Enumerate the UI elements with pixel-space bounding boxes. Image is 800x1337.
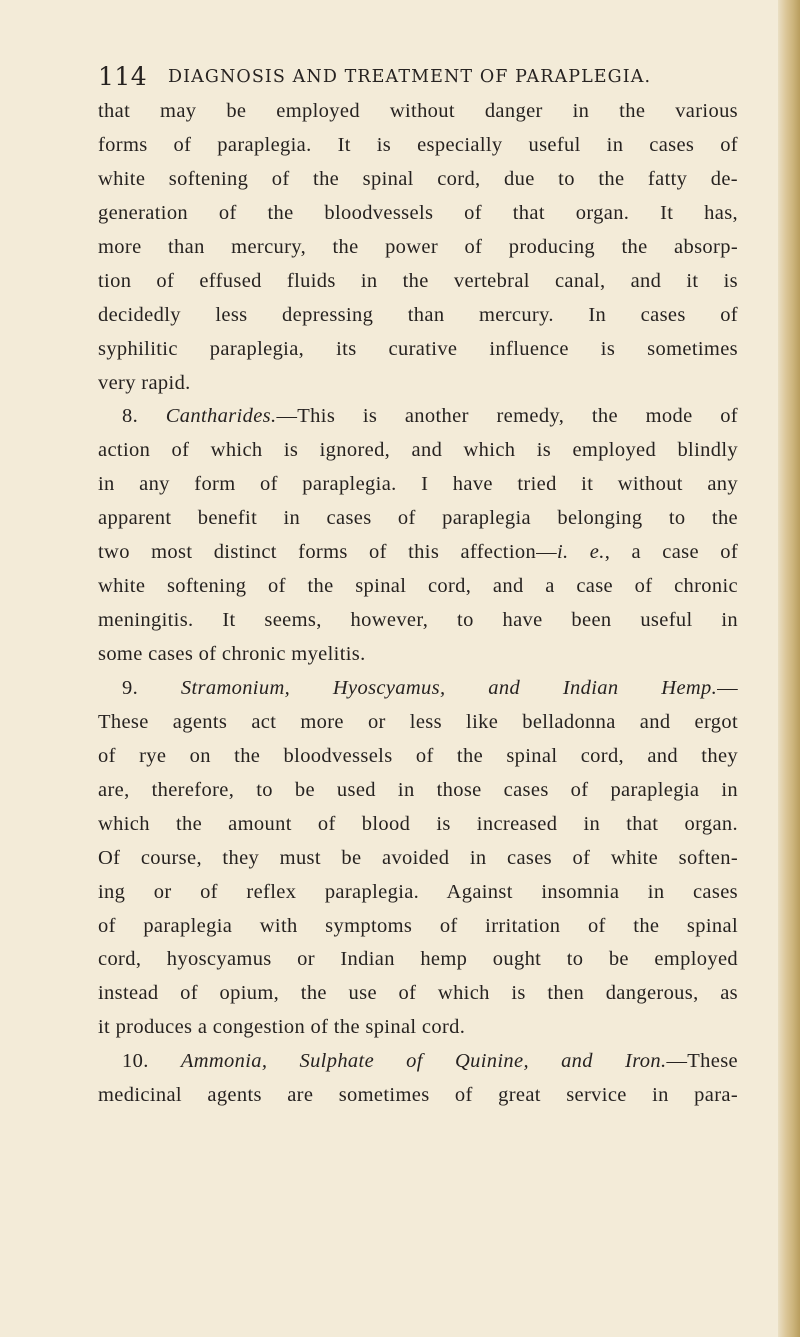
text-line (98, 1045, 738, 1079)
text-run: of rye on the bloodvessels of the spinal cord, and they (98, 744, 738, 767)
text-line (98, 706, 738, 740)
text-run: which the amount of blood is increased in that organ. (98, 812, 738, 835)
text-run: 9. (122, 676, 181, 699)
italic-text: Ammonia, Sulphate of Quinine, and Iron. (180, 1050, 667, 1073)
text-run: Of course, they must be avoided in cases of white soften- (98, 846, 738, 869)
text-run: medicinal agents are sometimes of great service in para- (98, 1084, 738, 1107)
text-line (98, 265, 738, 299)
text-line (98, 842, 738, 876)
text-line (98, 163, 738, 197)
text-run: , a case of (604, 541, 739, 564)
text-run: — (717, 676, 738, 699)
text-line (98, 943, 738, 977)
text-line (98, 333, 738, 367)
page-edge (778, 0, 800, 1337)
text-line (98, 400, 738, 434)
text-run: tion of effused fluids in the vertebral canal, and it is (98, 269, 738, 292)
text-run: decidedly less depressing than mercury. In cases of (98, 303, 738, 326)
italic-text: Stramonium, Hyoscyamus, and Indian Hemp. (180, 676, 718, 699)
text-run: that may be employed without danger in the various (98, 100, 738, 122)
text-run: are, therefore, to be used in those cases of paraplegia in (98, 778, 738, 801)
text-line (98, 468, 738, 502)
text-run: cord, hyoscyamus or Indian hemp ought to be employed (98, 948, 738, 971)
text-run: meningitis. It seems, however, to have been useful in (98, 609, 738, 632)
text-run: generation of the bloodvessels of that organ. It has, (98, 201, 738, 224)
text-line (98, 1011, 738, 1045)
text-run: very rapid. (98, 371, 191, 394)
text-line (98, 876, 738, 910)
text-line (98, 638, 738, 672)
text-line (98, 299, 738, 333)
text-run: 8. (122, 405, 166, 428)
text-run: it produces a congestion of the spinal cord. (98, 1016, 466, 1039)
text-line (98, 502, 738, 536)
text-line (98, 536, 738, 570)
text-line (98, 774, 738, 808)
text-line (98, 740, 738, 774)
text-run: forms of paraplegia. It is especially useful in cases of (98, 133, 738, 156)
text-run: apparent benefit in cases of paraplegia belonging to the (98, 507, 738, 530)
running-head: DIAGNOSIS AND TREATMENT OF PARAPLEGIA. (168, 67, 652, 87)
text-line (98, 808, 738, 842)
text-run: white softening of the spinal cord, and a case of chronic (98, 575, 738, 598)
text-line (98, 129, 738, 163)
body-text (98, 95, 738, 1113)
text-run: ing or of reflex paraplegia. Against insomnia in cases (98, 880, 738, 903)
text-run: 10. (122, 1050, 181, 1073)
page-header (98, 57, 651, 97)
text-run: more than mercury, the power of producing the absorp- (98, 235, 738, 258)
text-run: —This is another remedy, the mode of (276, 405, 738, 428)
text-line (98, 910, 738, 944)
page-number: 114 (98, 62, 148, 91)
italic-text: Cantharides. (165, 405, 277, 428)
text-run: instead of opium, the use of which is then dangerous, as (98, 982, 738, 1005)
text-line (98, 197, 738, 231)
text-run: action of which is ignored, and which is employed blindly (98, 439, 738, 462)
text-run: two most distinct forms of this affection— (98, 541, 557, 564)
text-run: white softening of the spinal cord, due to the fatty de- (98, 167, 738, 190)
text-run: in any form of paraplegia. I have tried it without any (98, 473, 738, 496)
text-line (98, 367, 738, 401)
text-line (98, 977, 738, 1011)
text-line (98, 672, 738, 706)
text-line (98, 1079, 738, 1113)
text-line (98, 604, 738, 638)
text-line (98, 231, 738, 265)
text-run: syphilitic paraplegia, its curative influence is sometimes (98, 337, 738, 360)
text-line (98, 570, 738, 604)
text-run: These agents act more or less like belladonna and ergot (98, 710, 738, 733)
text-line (98, 95, 738, 129)
text-run: —These (666, 1050, 738, 1073)
text-run: of paraplegia with symptoms of irritation of the spinal (98, 914, 738, 937)
italic-text: i. e. (556, 541, 605, 564)
text-line (98, 434, 738, 468)
text-run: some cases of chronic myelitis. (98, 643, 366, 665)
